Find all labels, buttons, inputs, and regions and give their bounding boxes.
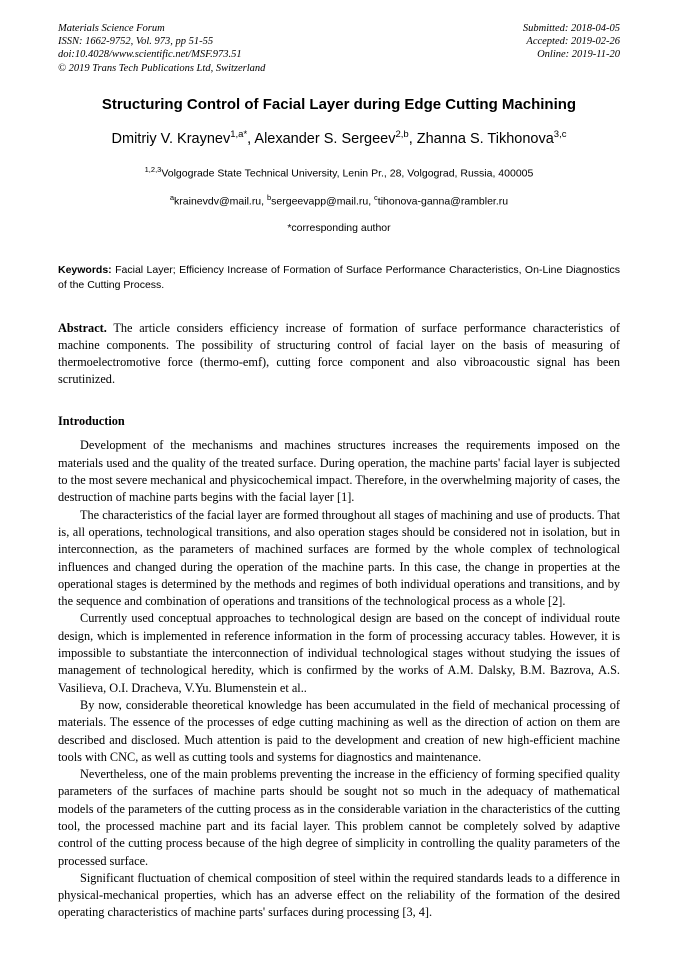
keywords-block: [58, 263, 620, 294]
keywords-text: Facial Layer; Efficiency Increase of Formation of Surface Performance Characteristics, On-Line Diagnostics of the Cutting Process.: [58, 263, 620, 292]
email-c: tihonova-ganna@rambler.ru: [377, 195, 509, 208]
author-sup-1: 1,a*: [230, 128, 248, 140]
paragraph: Currently used conceptual approaches to technological design are based on the concept of individual route design, which is implemented in reference information in the form of processing accuracy tables. However, it is impossible to substantiate the interconnection of individual technological stages without studying the issues of management of technological heredity, which is confirmed by the works of A.M. Dalsky, B.M. Bazrova, A.S. Vasilieva, O.I. Dracheva, V.Yu. Blumenstein et al..: [58, 611, 620, 695]
paragraph: Nevertheless, one of the main problems preventing the increase in the efficiency of forming specified quality parameters of the surfaces of machine parts should be sought not so much in the adequacy of mathematical models of the parameters of the cutting process as in the considerable variation in the characteristics of the cutting tool, the processed machine part and its facial layer. This problem cannot be completely solved by adaptive control of the cutting process because of the high degree of simplicity in controlling the quality parameters of the processed surface.: [58, 767, 620, 868]
date-submitted: Submitted: 2018-04-05: [522, 23, 620, 34]
author-separator-2: ,: [408, 130, 417, 147]
author-name-2: Alexander S. Sergeev: [254, 130, 396, 147]
section-heading-introduction: Introduction: [58, 414, 125, 429]
email-a: krainevdv@mail.ru,: [174, 195, 267, 208]
journal-issn-volume: ISSN: 1662-9752, Vol. 973, pp 51-55: [58, 36, 214, 48]
email-b: sergeevapp@mail.ru,: [271, 195, 375, 208]
page-title: Structuring Control of Facial Layer during Edge Cutting Machining: [101, 95, 577, 113]
affiliation: [58, 162, 620, 182]
email-sup-c: c: [374, 193, 378, 203]
abstract-label: Abstract.: [58, 320, 107, 335]
keywords-label: Keywords:: [58, 263, 112, 276]
abstract-block: [58, 320, 620, 389]
journal-info: [58, 22, 265, 75]
corresponding-author-note: *corresponding author: [287, 221, 391, 234]
page-header: [58, 22, 620, 75]
date-online: Online: 2019-11-20: [537, 49, 620, 61]
paragraph: The characteristics of the facial layer are formed throughout all stages of machining and use of products. That is, all operations, technological transitions, and also operation stages should be considered not in isolation, but in interconnection, as the parameters of machined surfaces are formed by the whole complex of technological influences and changed during the operation of the machine parts. In this case, the change in properties at the operational stages is determined by the methods and regimes of both individual operations and transitions, and by the sequence and combination of operations and transitions of the technological process as a whole [2].: [58, 507, 620, 609]
paragraph: By now, considerable theoretical knowledge has been accumulated in the field of mechanical processing of materials. The essence of the processes of edge cutting machining as well as the direction of action on them are described and disclosed. Much attention is paid to the development and creation of new high-efficient machine tools with CNC, as well as cutting tools and systems for diagnostics and maintenance.: [58, 697, 620, 764]
author-separator-1: ,: [247, 130, 255, 147]
submission-dates: [523, 22, 620, 62]
introduction-body: [58, 437, 620, 921]
journal-copyright: © 2019 Trans Tech Publications Ltd, Switzerland: [58, 62, 266, 74]
author-name-3: Zhanna S. Tikhonova: [416, 130, 554, 147]
author-sup-3: 3,c: [553, 128, 567, 140]
paragraph: Significant fluctuation of chemical composition of steel within the required standards leads to a difference in physical-mechanical properties, which has an adverse effect on the reliability of the formation of the desired operating characteristics of machine parts' surfaces during processing [3, 4].: [58, 870, 620, 920]
author-sup-2: 2,b: [395, 128, 409, 140]
abstract-text: The article considers efficiency increase of formation of surface performance characteristics of machine components. The possibility of structuring control of facial layer on the basis of measuring of thermoelectromotive force (thermo-emf), cutting force component and also vibroacoustic signal has been scrutinized.: [58, 320, 620, 387]
affiliation-text: Volgograde State Technical University, Lenin Pr., 28, Volgograd, Russia, 400005: [161, 167, 534, 180]
paragraph: Development of the mechanisms and machines structures increases the requirements imposed on the materials used and the quality of the treated surface. During operation, the machine parts' facial layer is subjected to the most severe mechanical and physicochemical impact. Therefore, in the overwhelming majority of cases, the destruction of machine parts begins with the facial layer [1].: [58, 438, 620, 505]
author-list: [58, 125, 620, 149]
author-emails: [58, 190, 620, 210]
email-sup-b: b: [266, 193, 272, 203]
date-accepted: Accepted: 2019-02-26: [526, 36, 620, 48]
journal-doi: doi:10.4028/www.scientific.net/MSF.973.51: [58, 49, 242, 61]
journal-name: Materials Science Forum: [58, 23, 165, 34]
email-sup-a: a: [169, 193, 175, 203]
author-name-1: Dmitriy V. Kraynev: [111, 130, 231, 147]
affiliation-sup: 1,2,3: [144, 164, 162, 174]
